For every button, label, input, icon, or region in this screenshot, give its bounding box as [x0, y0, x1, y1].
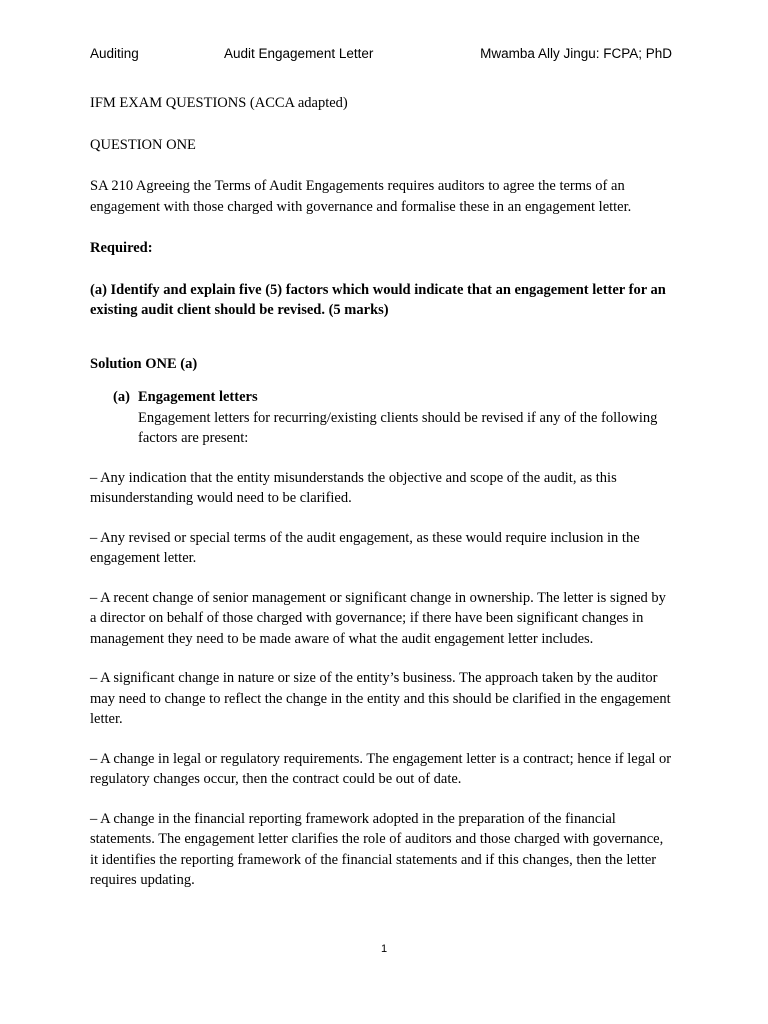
question-part-a: (a) Identify and explain five (5) factors which would indicate that an engagement letter for an existing audit client should be revised. (5 marks)	[90, 281, 666, 318]
subsection-marker: (a)	[113, 389, 130, 405]
factor-item: – A significant change in nature or size of the entity’s business. The approach taken by the auditor may need to change to reflect the change in the entity and this should be clarified in the engagement letter.	[90, 670, 671, 727]
solution-title: Solution ONE (a)	[90, 355, 198, 372]
page-number: 1	[380, 943, 388, 955]
factor-item: – Any revised or special terms of the audit engagement, as these would require inclusion in the engagement letter.	[90, 529, 640, 566]
factor-item: – A change in legal or regulatory requirements. The engagement letter is a contract; hence if legal or regulatory changes occur, then the contract could be out of date.	[90, 750, 672, 787]
page-header	[90, 46, 672, 64]
question-title: QUESTION ONE	[90, 136, 196, 153]
exam-title: IFM EXAM QUESTIONS (ACCA adapted)	[90, 95, 348, 111]
question-intro: SA 210 Agreeing the Terms of Audit Engagements requires auditors to agree the terms of an engagement with those charged with governance and formalise these in an engagement letter.	[90, 178, 632, 215]
document-body	[90, 93, 674, 910]
factor-item: – A change in the financial reporting framework adopted in the preparation of the financial statements. The engagement letter clarifies the role of auditors and those charged with governance, it identifies the reporting framework of the financial statements and if this changes, then the letter requires updating.	[90, 810, 664, 888]
factor-list	[90, 468, 674, 891]
header-author: Mwamba Ally Jingu: FCPA; PhD	[480, 46, 672, 61]
header-topic: Audit Engagement Letter	[224, 46, 374, 61]
header-subject: Auditing	[90, 46, 139, 61]
solution-subsection	[90, 387, 674, 449]
subsection-intro: Engagement letters for recurring/existing clients should be revised if any of the following factors are present:	[138, 409, 658, 446]
factor-item: – A recent change of senior management or significant change in ownership. The letter is signed by a director on behalf of those charged with governance; if there have been significant changes in management they need to be made aware of what the audit engagement letter includes.	[90, 589, 666, 647]
required-label: Required:	[90, 240, 153, 256]
subsection-heading: Engagement letters	[138, 389, 258, 405]
factor-item: – Any indication that the entity misunderstands the objective and scope of the audit, as this misunderstanding would need to be clarified.	[90, 469, 617, 506]
